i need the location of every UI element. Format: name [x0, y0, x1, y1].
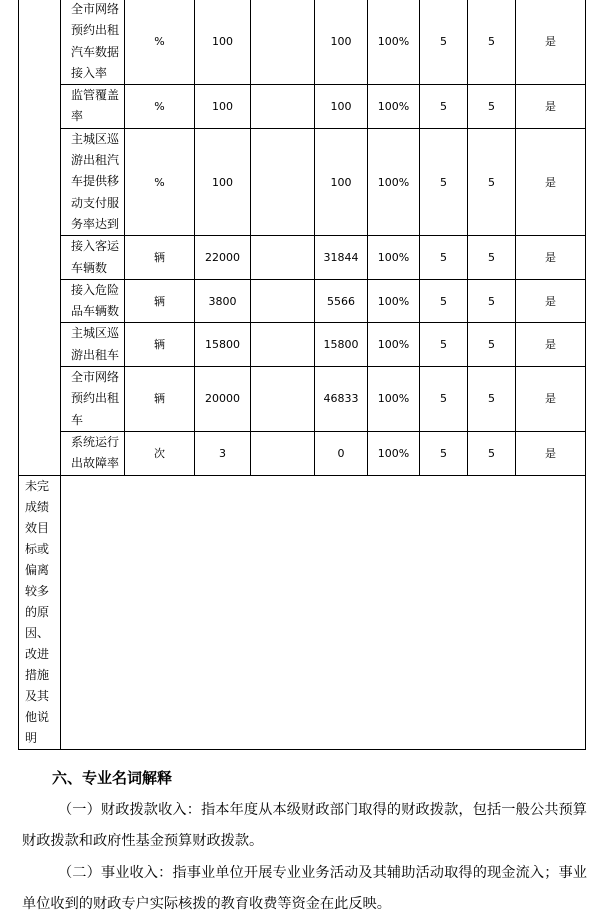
indicator-unit: 辆 — [125, 367, 195, 432]
indicator-target: 100 — [195, 128, 251, 235]
indicator-met: 是 — [516, 431, 586, 475]
indicator-score: 5 — [468, 236, 516, 280]
indicator-name: 接入客运车辆数 — [61, 236, 125, 280]
indicator-actual: 15800 — [315, 323, 368, 367]
indicator-rate: 100% — [368, 279, 420, 323]
indicator-rate: 100% — [368, 0, 420, 85]
indicator-unit: 辆 — [125, 323, 195, 367]
indicator-weight: 5 — [420, 236, 468, 280]
notes-label: 未完成绩效目标或偏离较多的原因、改进措施及其他说明 — [19, 475, 61, 749]
definition-paragraph-2: （二）事业收入：指事业单位开展专业业务活动及其辅助活动取得的现金流入；事业单位收到的财政专户实际核拨的教育收费等资金在此反映。 — [22, 865, 587, 912]
indicator-score: 5 — [468, 431, 516, 475]
indicator-weight: 5 — [420, 279, 468, 323]
table-row — [19, 279, 586, 323]
indicator-target: 100 — [195, 0, 251, 85]
table-row — [19, 367, 586, 432]
indicator-rate: 100% — [368, 323, 420, 367]
indicator-blank — [251, 128, 315, 235]
indicator-actual: 46833 — [315, 367, 368, 432]
indicator-target: 15800 — [195, 323, 251, 367]
indicator-weight: 5 — [420, 85, 468, 129]
section-heading: 六、专业名词解释 — [52, 769, 173, 787]
indicator-score: 5 — [468, 85, 516, 129]
indicator-blank — [251, 236, 315, 280]
indicator-rate: 100% — [368, 85, 420, 129]
indicator-blank — [251, 0, 315, 85]
indicator-met: 是 — [516, 0, 586, 85]
table-row — [19, 431, 586, 475]
table-row — [19, 85, 586, 129]
indicator-actual: 100 — [315, 128, 368, 235]
table-row — [19, 236, 586, 280]
indicator-blank — [251, 323, 315, 367]
indicator-met: 是 — [516, 279, 586, 323]
indicator-met: 是 — [516, 367, 586, 432]
indicator-unit: 辆 — [125, 236, 195, 280]
indicator-weight: 5 — [420, 0, 468, 85]
indicator-name: 监管覆盖率 — [61, 85, 125, 129]
indicator-weight: 5 — [420, 323, 468, 367]
indicator-blank — [251, 279, 315, 323]
performance-table-body — [19, 0, 586, 749]
indicator-unit: % — [125, 0, 195, 85]
table-row — [19, 0, 586, 85]
indicator-rate: 100% — [368, 367, 420, 432]
indicator-score: 5 — [468, 367, 516, 432]
indicator-name: 全市网络预约出租汽车数据接入率 — [61, 0, 125, 85]
indicator-actual: 100 — [315, 0, 368, 85]
indicator-name: 全市网络预约出租车 — [61, 367, 125, 432]
indicator-target: 3800 — [195, 279, 251, 323]
indicator-score: 5 — [468, 0, 516, 85]
indicator-unit: 辆 — [125, 279, 195, 323]
indicator-met: 是 — [516, 128, 586, 235]
indicator-met: 是 — [516, 85, 586, 129]
indicator-actual: 5566 — [315, 279, 368, 323]
notes-content — [61, 475, 586, 749]
indicator-weight: 5 — [420, 128, 468, 235]
indicator-target: 100 — [195, 85, 251, 129]
indicator-target: 3 — [195, 431, 251, 475]
indicator-actual: 0 — [315, 431, 368, 475]
indicator-target: 22000 — [195, 236, 251, 280]
indicator-name: 接入危险品车辆数 — [61, 279, 125, 323]
indicator-unit: % — [125, 85, 195, 129]
indicator-target: 20000 — [195, 367, 251, 432]
indicator-rate: 100% — [368, 128, 420, 235]
indicator-score: 5 — [468, 279, 516, 323]
indicator-group-cell — [19, 0, 61, 475]
indicator-blank — [251, 367, 315, 432]
indicator-rate: 100% — [368, 431, 420, 475]
indicator-weight: 5 — [420, 367, 468, 432]
indicator-weight: 5 — [420, 431, 468, 475]
definition-paragraph-1: （一）财政拨款收入：指本年度从本级财政部门取得的财政拨款，包括一般公共预算财政拨款和政府性基金预算财政拨款。 — [22, 802, 587, 849]
indicator-score: 5 — [468, 128, 516, 235]
notes-row — [19, 475, 586, 749]
table-row — [19, 128, 586, 235]
indicator-actual: 100 — [315, 85, 368, 129]
indicator-met: 是 — [516, 323, 586, 367]
indicator-name: 主城区巡游出租车 — [61, 323, 125, 367]
indicator-score: 5 — [468, 323, 516, 367]
indicator-unit: % — [125, 128, 195, 235]
performance-table — [18, 0, 586, 750]
table-row — [19, 323, 586, 367]
indicator-blank — [251, 85, 315, 129]
indicator-met: 是 — [516, 236, 586, 280]
indicator-unit: 次 — [125, 431, 195, 475]
indicator-actual: 31844 — [315, 236, 368, 280]
indicator-blank — [251, 431, 315, 475]
indicator-name: 系统运行出故障率 — [61, 431, 125, 475]
indicator-name: 主城区巡游出租汽车提供移动支付服务率达到 — [61, 128, 125, 235]
indicator-rate: 100% — [368, 236, 420, 280]
